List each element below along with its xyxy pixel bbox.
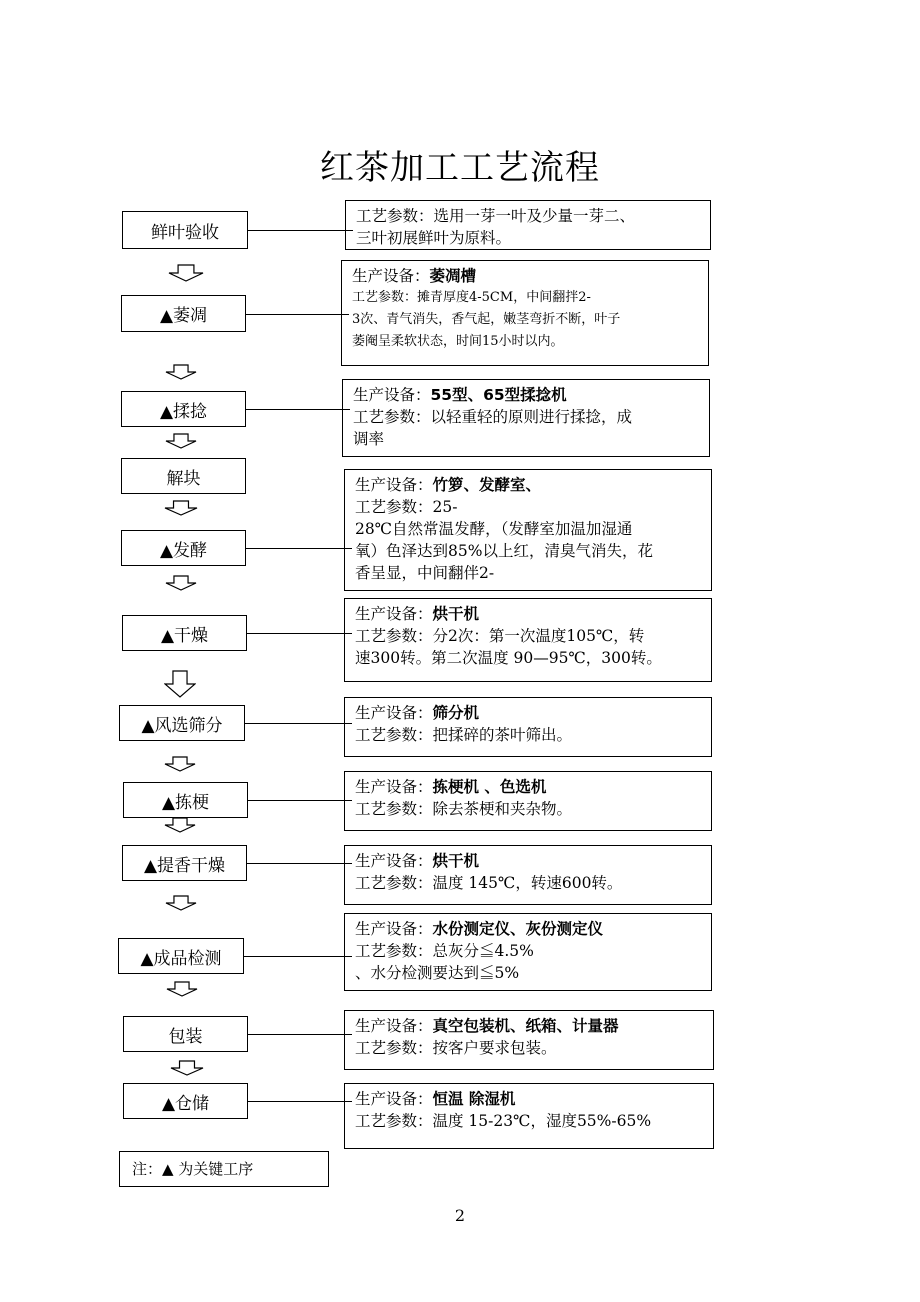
parameter-line: 工艺参数：总灰分≦4.5% (355, 942, 534, 960)
parameter-line: 工艺参数：除去茶梗和夹杂物。 (355, 800, 573, 818)
connector-line (248, 800, 352, 801)
equipment-prefix: 生产设备： (352, 267, 430, 285)
equipment-prefix: 生产设备： (353, 386, 431, 404)
step-box-12: ▲仓储 (123, 1083, 248, 1119)
equipment-line (352, 265, 698, 287)
step-detail-box-8 (344, 771, 712, 831)
step-detail-box-9 (344, 845, 712, 905)
equipment-line (355, 474, 701, 496)
step-detail-box-2 (341, 260, 709, 366)
equipment-line (355, 918, 701, 940)
connector-line (246, 314, 349, 315)
equipment-name: 烘干机 (432, 605, 480, 623)
parameter-line: 工艺参数：分2次：第一次温度105℃，转 (355, 627, 645, 645)
equipment-line (353, 384, 699, 406)
parameter-line: 速300转。第二次温度 90—95℃，300转。 (355, 649, 662, 667)
step-box-6: ▲干燥 (122, 615, 247, 651)
page-title: 红茶加工工艺流程 (320, 148, 600, 188)
step-detail-box-3 (342, 379, 710, 457)
step-detail-box-12 (344, 1083, 714, 1149)
connector-line (247, 633, 352, 634)
connector-line (244, 956, 352, 957)
equipment-name: 竹箩、发酵室、 (432, 476, 542, 494)
step-box-11: 包装 (123, 1016, 248, 1052)
equipment-name: 拣梗机 、色选机 (432, 778, 547, 796)
parameter-line: 香呈显，中间翻伴2- (355, 564, 495, 582)
connector-line (248, 1101, 352, 1102)
equipment-line (355, 850, 701, 872)
equipment-line (355, 702, 701, 724)
connector-line (246, 548, 352, 549)
parameter-line: 调率 (353, 430, 385, 448)
equipment-name: 水份测定仪、灰份测定仪 (432, 920, 604, 938)
parameter-line: 3次、青气消失，香气起，嫩茎弯折不断，叶子 (352, 312, 621, 327)
step-box-8: ▲拣梗 (123, 782, 248, 818)
equipment-line (355, 776, 701, 798)
step-box-4: 解块 (121, 458, 246, 494)
down-arrow-icon (170, 1060, 204, 1076)
parameter-line: 28℃自然常温发酵，（发酵室加温加湿通 (355, 520, 633, 538)
equipment-prefix: 生产设备： (355, 476, 433, 494)
down-arrow-icon (164, 500, 198, 516)
parameter-line: 工艺参数：摊青厚度4-5CM，中间翻拌2- (352, 290, 591, 305)
equipment-prefix: 生产设备： (355, 920, 433, 938)
step-detail-box-11 (344, 1010, 714, 1070)
step-box-1: 鲜叶验收 (122, 211, 248, 249)
parameter-line: 工艺参数：选用一芽一叶及少量一芽二、 (356, 207, 636, 225)
step-box-2: ▲萎凋 (121, 295, 246, 332)
step-box-3: ▲揉捻 (121, 391, 246, 427)
step-box-10: ▲成品检测 (118, 938, 244, 974)
parameter-line: 工艺参数：以轻重轻的原则进行揉捻，成 (353, 408, 633, 426)
down-arrow-icon (165, 895, 197, 911)
parameter-line: 工艺参数：温度 145℃，转速600转。 (355, 874, 623, 892)
down-arrow-icon (166, 981, 198, 997)
step-box-9: ▲提香干燥 (122, 845, 247, 881)
down-arrow-icon (164, 670, 196, 698)
equipment-name: 筛分机 (432, 704, 480, 722)
parameter-line: 工艺参数：把揉碎的茶叶筛出。 (355, 726, 573, 744)
parameter-line: 萎阉呈柔软状态，时间15小时以内。 (352, 334, 564, 349)
equipment-prefix: 生产设备： (355, 704, 433, 722)
equipment-prefix: 生产设备： (355, 1090, 433, 1108)
equipment-name: 萎凋槽 (429, 267, 477, 285)
down-arrow-icon (165, 575, 197, 591)
down-arrow-icon (165, 364, 197, 380)
step-detail-box-10 (344, 913, 712, 991)
down-arrow-icon (164, 817, 196, 833)
step-detail-box-1 (345, 200, 711, 250)
step-box-7: ▲风选筛分 (119, 705, 245, 741)
equipment-name: 恒温 除湿机 (432, 1090, 516, 1108)
equipment-name: 真空包装机、纸箱、计量器 (432, 1017, 619, 1035)
page-number: 2 (454, 1206, 466, 1225)
connector-line (248, 1034, 352, 1035)
connector-line (248, 230, 353, 231)
connector-line (246, 409, 350, 410)
equipment-line (355, 1088, 703, 1110)
step-detail-box-6 (344, 598, 712, 682)
down-arrow-icon (165, 433, 197, 449)
equipment-name: 55型、65型揉捻机 (430, 386, 567, 404)
parameter-line: 工艺参数：25- (355, 498, 458, 516)
parameter-line: 三叶初展鲜叶为原料。 (356, 229, 512, 247)
connector-line (247, 863, 352, 864)
parameter-line: 工艺参数：温度 15-23℃，湿度55%-65% (355, 1112, 652, 1130)
equipment-prefix: 生产设备： (355, 778, 433, 796)
step-detail-box-5 (344, 469, 712, 591)
down-arrow-icon (168, 264, 204, 282)
equipment-line (355, 1015, 703, 1037)
parameter-line: 氧）色泽达到85%以上红，清臭气消失，花 (355, 542, 653, 560)
legend-note: 注：▲ 为关键工序 (119, 1151, 329, 1187)
parameter-line: 、水分检测要达到≦5% (355, 964, 520, 982)
equipment-name: 烘干机 (432, 852, 480, 870)
equipment-prefix: 生产设备： (355, 1017, 433, 1035)
connector-line (245, 723, 352, 724)
down-arrow-icon (164, 756, 196, 772)
step-detail-box-7 (344, 697, 712, 757)
equipment-prefix: 生产设备： (355, 605, 433, 623)
equipment-prefix: 生产设备： (355, 852, 433, 870)
equipment-line (355, 603, 701, 625)
parameter-line: 工艺参数：按客户要求包装。 (355, 1039, 557, 1057)
step-box-5: ▲发酵 (121, 530, 246, 566)
